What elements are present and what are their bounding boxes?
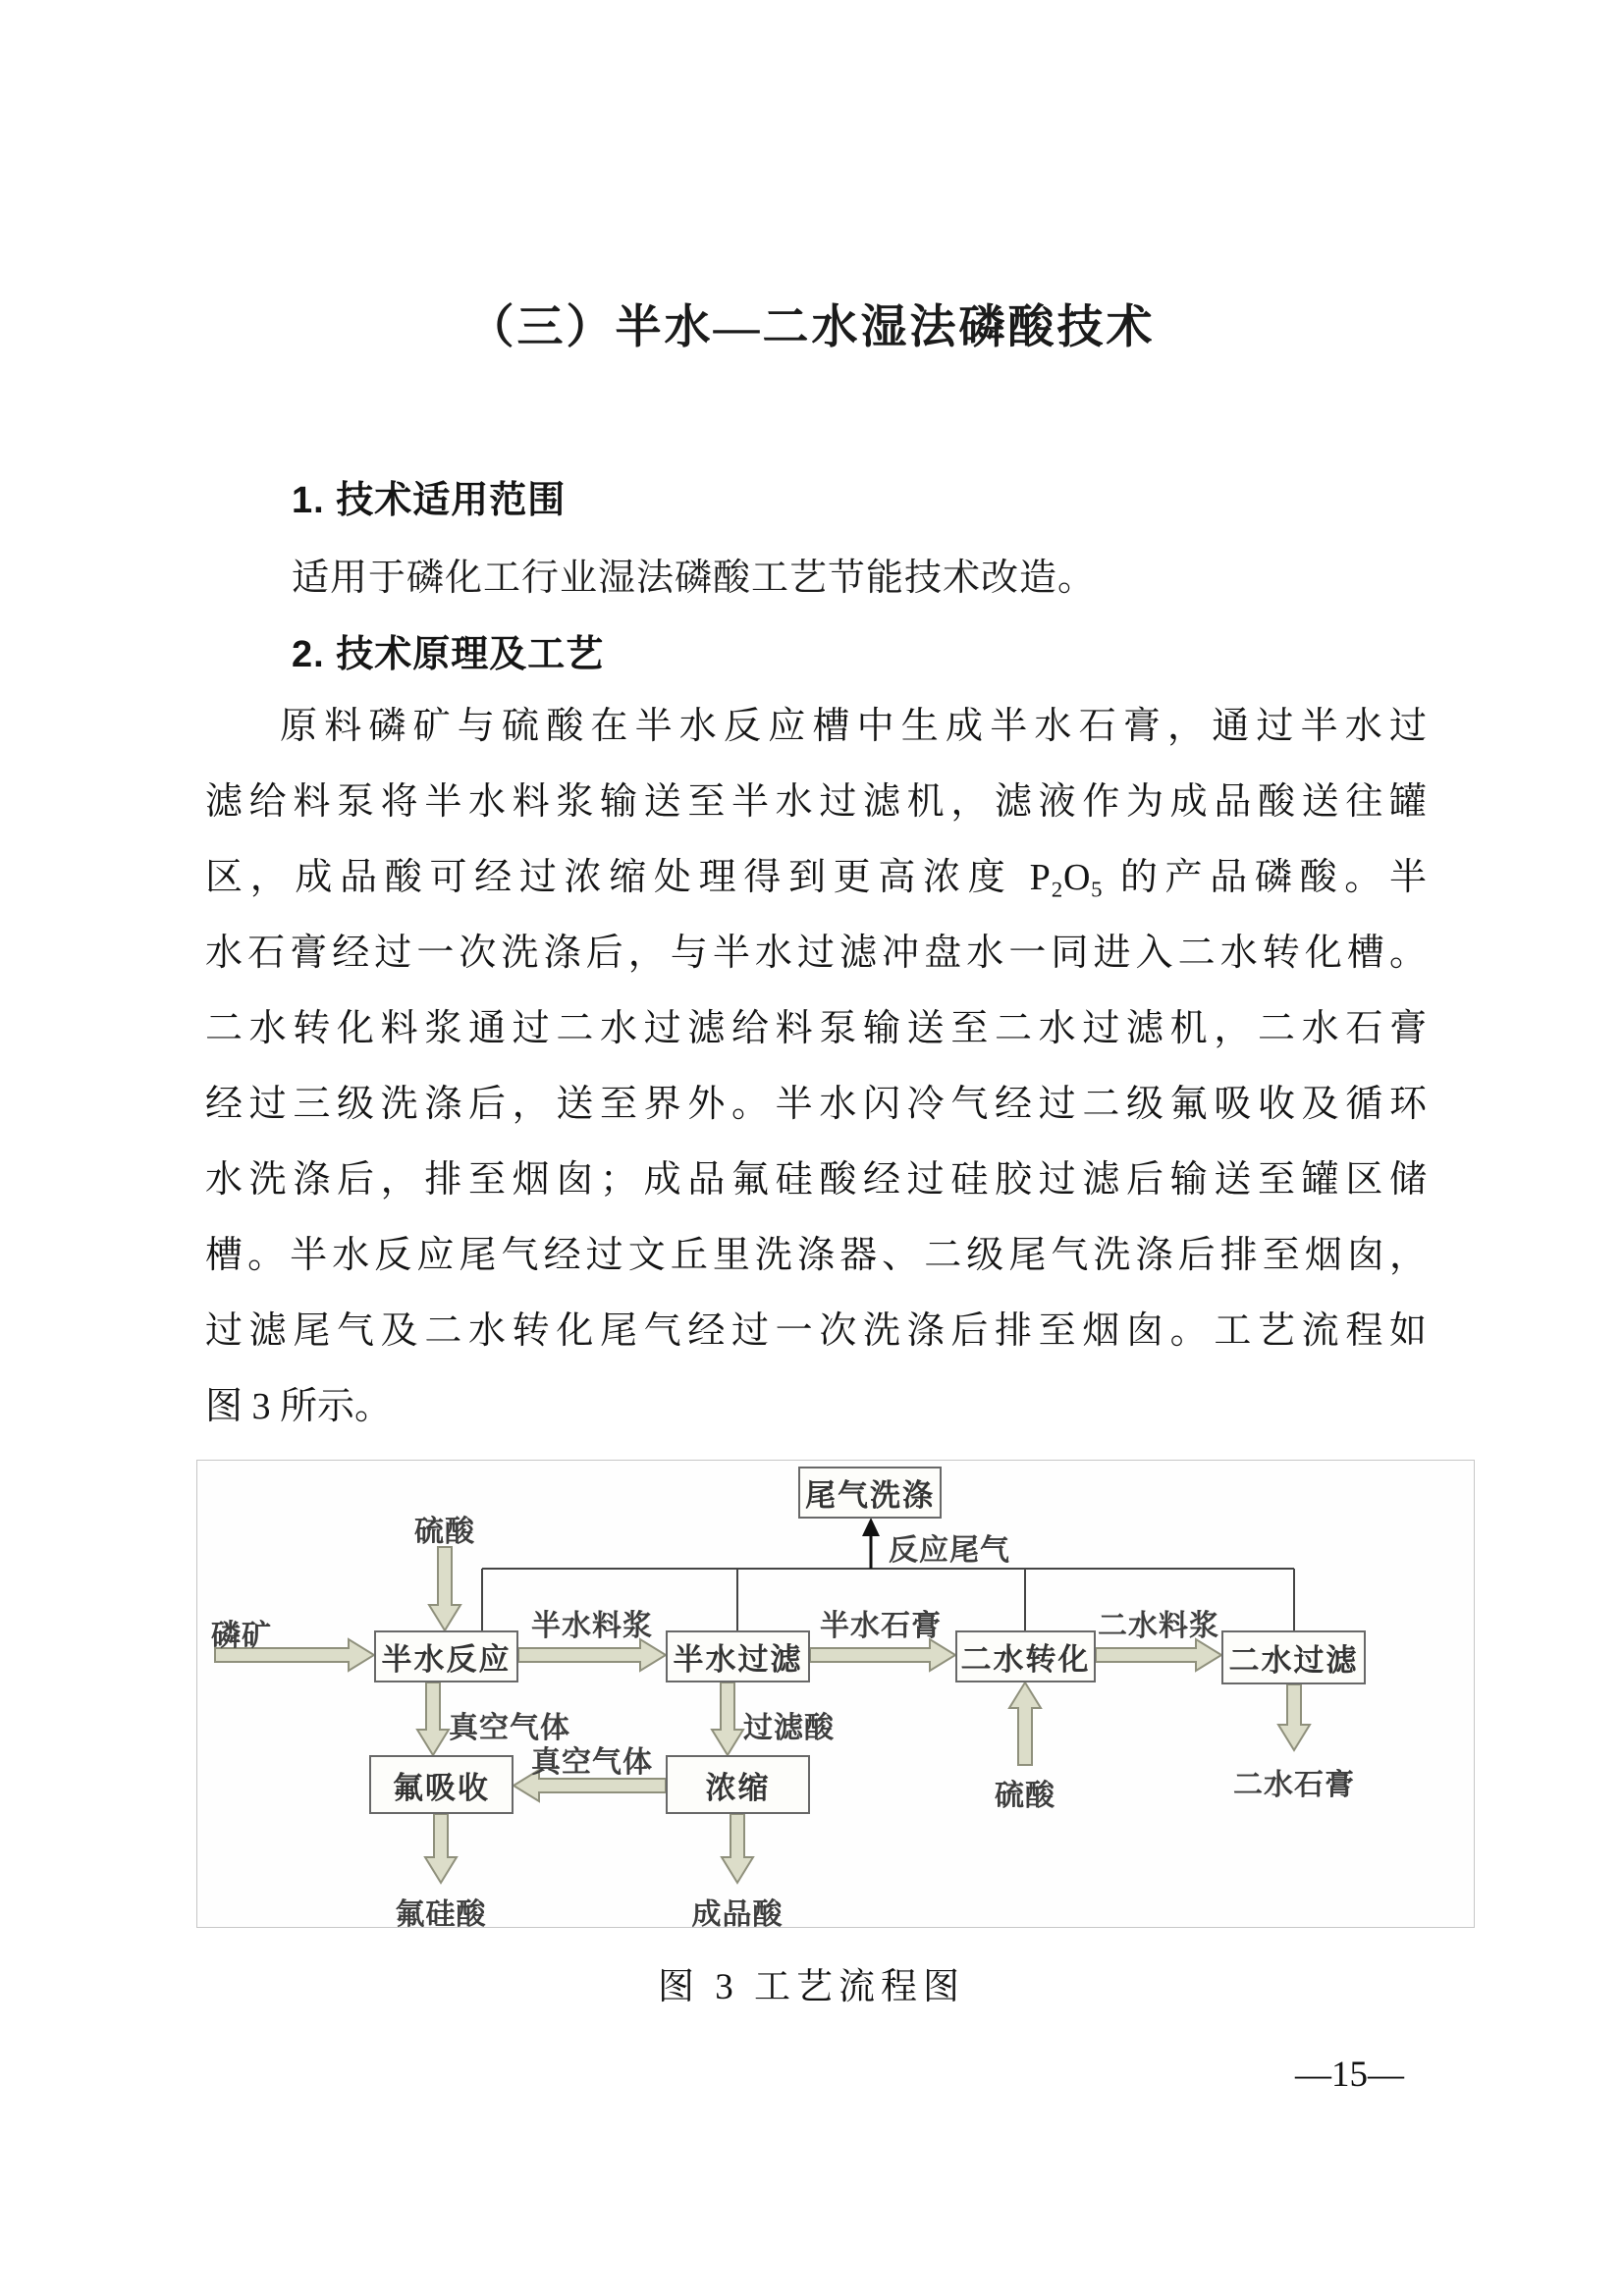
body-paragraph bbox=[205, 689, 1427, 1445]
section-1-heading: 1. 技术适用范围 bbox=[292, 480, 567, 521]
process-flow-diagram bbox=[196, 1460, 1475, 1931]
section-1-body: 适用于磷化工行业湿法磷酸工艺节能技术改造。 bbox=[292, 558, 1097, 599]
paragraph-line: 过滤尾气及二水转化尾气经过一次洗涤后排至烟囱。工艺流程如 bbox=[205, 1310, 1427, 1352]
box-tail-gas-wash: 尾气洗涤 bbox=[798, 1467, 942, 1519]
label-reaction-tail-gas: 反应尾气 bbox=[889, 1534, 1010, 1567]
page-title: （三）半水—二水湿法磷酸技术 bbox=[467, 302, 1156, 353]
label-vacuum-gas-1: 真空气体 bbox=[449, 1712, 570, 1744]
paragraph-line: 经过三级洗涤后，送至界外。半水闪冷气经过二级氟吸收及循环 bbox=[205, 1084, 1427, 1125]
label-product-acid: 成品酸 bbox=[691, 1898, 784, 1931]
box-hemihydrate-reaction: 半水反应 bbox=[374, 1630, 518, 1682]
arrow-filter-acid bbox=[712, 1682, 743, 1755]
label-hemi-slurry: 半水料浆 bbox=[531, 1610, 653, 1642]
box-fluorine-absorption: 氟吸收 bbox=[369, 1755, 514, 1814]
paragraph-line: 水石膏经过一次洗涤后，与半水过滤冲盘水一同进入二水转化槽。 bbox=[205, 933, 1427, 974]
box-dihydrate-conversion: 二水转化 bbox=[955, 1630, 1096, 1682]
paragraph-line: 槽。半水反应尾气经过文丘里洗涤器、二级尾气洗涤后排至烟囱， bbox=[205, 1235, 1427, 1276]
arrow-sulfuric-acid-top bbox=[429, 1547, 460, 1630]
arrow-product-acid-out bbox=[722, 1814, 753, 1883]
section-2-heading: 2. 技术原理及工艺 bbox=[292, 634, 605, 675]
box-concentration: 浓缩 bbox=[666, 1755, 810, 1814]
arrow-fluosilicic-acid-out bbox=[425, 1814, 457, 1883]
paragraph-line: 原料磷矿与硫酸在半水反应槽中生成半水石膏，通过半水过 bbox=[280, 706, 1427, 747]
figure-caption: 图 3 工艺流程图 bbox=[658, 1967, 965, 2007]
reaction-tail-gas-arrowhead bbox=[862, 1518, 880, 1536]
paragraph-line: 滤给料泵将半水料浆输送至半水过滤机，滤液作为成品酸送往罐 bbox=[205, 781, 1427, 823]
box-hemihydrate-filter: 半水过滤 bbox=[666, 1630, 810, 1682]
arrow-sulfuric-acid-bottom bbox=[1009, 1682, 1041, 1765]
label-di-slurry: 二水料浆 bbox=[1098, 1610, 1219, 1642]
label-di-gypsum: 二水石膏 bbox=[1233, 1769, 1355, 1801]
label-filter-acid: 过滤酸 bbox=[743, 1712, 835, 1744]
arrow-vacuum-gas-reaction bbox=[417, 1682, 449, 1755]
label-fluosilicic-acid: 氟硅酸 bbox=[395, 1898, 487, 1931]
label-vacuum-gas-2: 真空气体 bbox=[531, 1746, 653, 1779]
paragraph-line: 二水转化料浆通过二水过滤给料泵输送至二水过滤机，二水石膏 bbox=[205, 1008, 1427, 1049]
page-number: —15— bbox=[1295, 2055, 1404, 2095]
paragraph-line: 图 3 所示。 bbox=[205, 1386, 393, 1427]
label-hemi-gypsum: 半水石膏 bbox=[820, 1610, 942, 1642]
label-phosphate-ore: 磷矿 bbox=[211, 1620, 272, 1652]
box-dihydrate-filter: 二水过滤 bbox=[1221, 1630, 1366, 1684]
label-sulfuric-acid-top: 硫酸 bbox=[414, 1516, 475, 1548]
flow-connectors bbox=[197, 1461, 1474, 1927]
paragraph-line: 水洗涤后，排至烟囱；成品氟硅酸经过硅胶过滤后输送至罐区储 bbox=[205, 1159, 1427, 1201]
arrow-di-gypsum-out bbox=[1278, 1684, 1310, 1750]
label-sulfuric-acid-bottom: 硫酸 bbox=[995, 1780, 1055, 1812]
paragraph-line: 区，成品酸可经过浓缩处理得到更高浓度 P₂O₅ 的产品磷酸。半 bbox=[205, 857, 1427, 898]
